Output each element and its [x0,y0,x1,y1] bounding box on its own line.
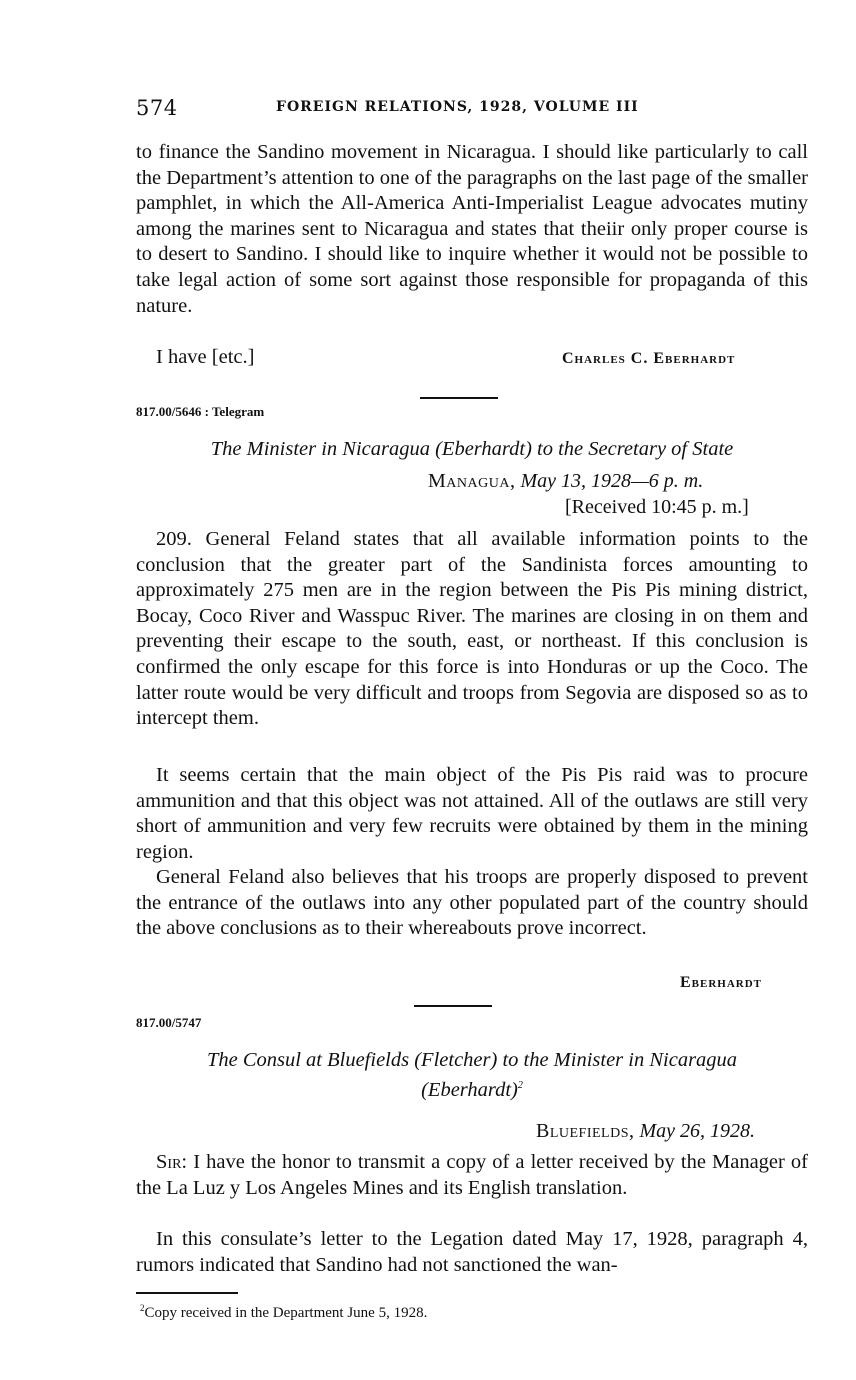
file-number-2: 817.00/5747 [136,1015,202,1030]
footnote-mark: 2 [140,1303,145,1313]
running-title: FOREIGN RELATIONS, 1928, VOLUME III [276,99,639,115]
continuation-paragraph: to finance the Sandino movement in Nicaragua. I should like particularly to call the Department’s attention to one of the paragraphs on the last page of the smaller pamphlet, in which the All-America Anti-Imperialist League advocates mutiny among the marines sent to Nicaragua and states that theiir only proper course is to desert to Sandino. I should like to inquire whether it would not be possible to take legal action of some sort against those responsible for propaganda of this nature. [136,141,808,317]
section-divider [420,397,498,399]
salutation: Sir: [156,1151,188,1173]
letter-paragraph-1-text: I have the honor to transmit a copy of a letter received by the Manager of the La Luz y Los Angeles Mines and its English translation. [136,1151,808,1199]
document-title-2-line2: (Eberhardt) [421,1078,518,1101]
letter-paragraph-2: In this consulate’s letter to the Legation dated May 17, 1928, paragraph 4, rumors indicated that Sandino had not sanctioned the wan- [136,1228,808,1276]
dateline-place-2: Bluefields, [536,1120,635,1142]
page-number: 574 [136,96,178,120]
telegram-paragraph-2: It seems certain that the main object of the Pis Pis raid was to procure ammunition and that this object was not attained. All of the outlaws are still very short of ammunition and very few recruits were obtained by them in the mining region. [136,764,808,863]
dateline-2 [536,1120,755,1143]
telegram-paragraph-3: General Feland also believes that his troops are properly disposed to prevent the entrance of the outlaws into any other populated part of the country should the above conclusions as to their whereabouts prove incorrect. [136,866,808,940]
footnote-divider [136,1292,238,1294]
section-divider-2 [414,1005,492,1007]
footnote-text: Copy received in the Department June 5, 1928. [144,1305,428,1321]
signature-eberhardt-full: Charles C. Eberhardt [562,350,736,367]
signature-eberhardt: Eberhardt [680,974,763,991]
dateline-date-1: May 13, 1928—6 p. m. [520,470,704,492]
file-number-1: 817.00/5646 : Telegram [136,404,265,419]
received-line-1: [Received 10:45 p. m.] [565,496,749,518]
footnote [140,1303,427,1322]
footnote-ref-2: 2 [517,1080,523,1091]
dateline-place-1: Managua, [428,470,516,492]
page-header [136,96,806,126]
dateline-date-2: May 26, 1928. [639,1120,756,1142]
closing-line: I have [etc.] [156,346,255,368]
dateline-1 [428,470,703,493]
document-title-2-line1: The Consul at Bluefields (Fletcher) to the Minister in Nicaragua [206,1049,738,1071]
letter-paragraph-1 [136,1150,808,1201]
document-title-1: The Minister in Nicaragua (Eberhardt) to the Secretary of State [210,438,734,460]
telegram-paragraph-1: 209. General Feland states that all available information points to the conclusion that the greater part of the Sandinista forces amounting to approximately 275 men are in the region between the Pis Pis mining district, Bocay, Coco River and Wasspuc River. The marines are closing in on them and preventing their escape to the south, east, or northeast. If this conclusion is confirmed the only escape for this force is into Honduras or up the Coco. The latter route would be very difficult and troops from Segovia are disposed so as to intercept them. [136,528,808,730]
document-title-2 [136,1047,808,1103]
